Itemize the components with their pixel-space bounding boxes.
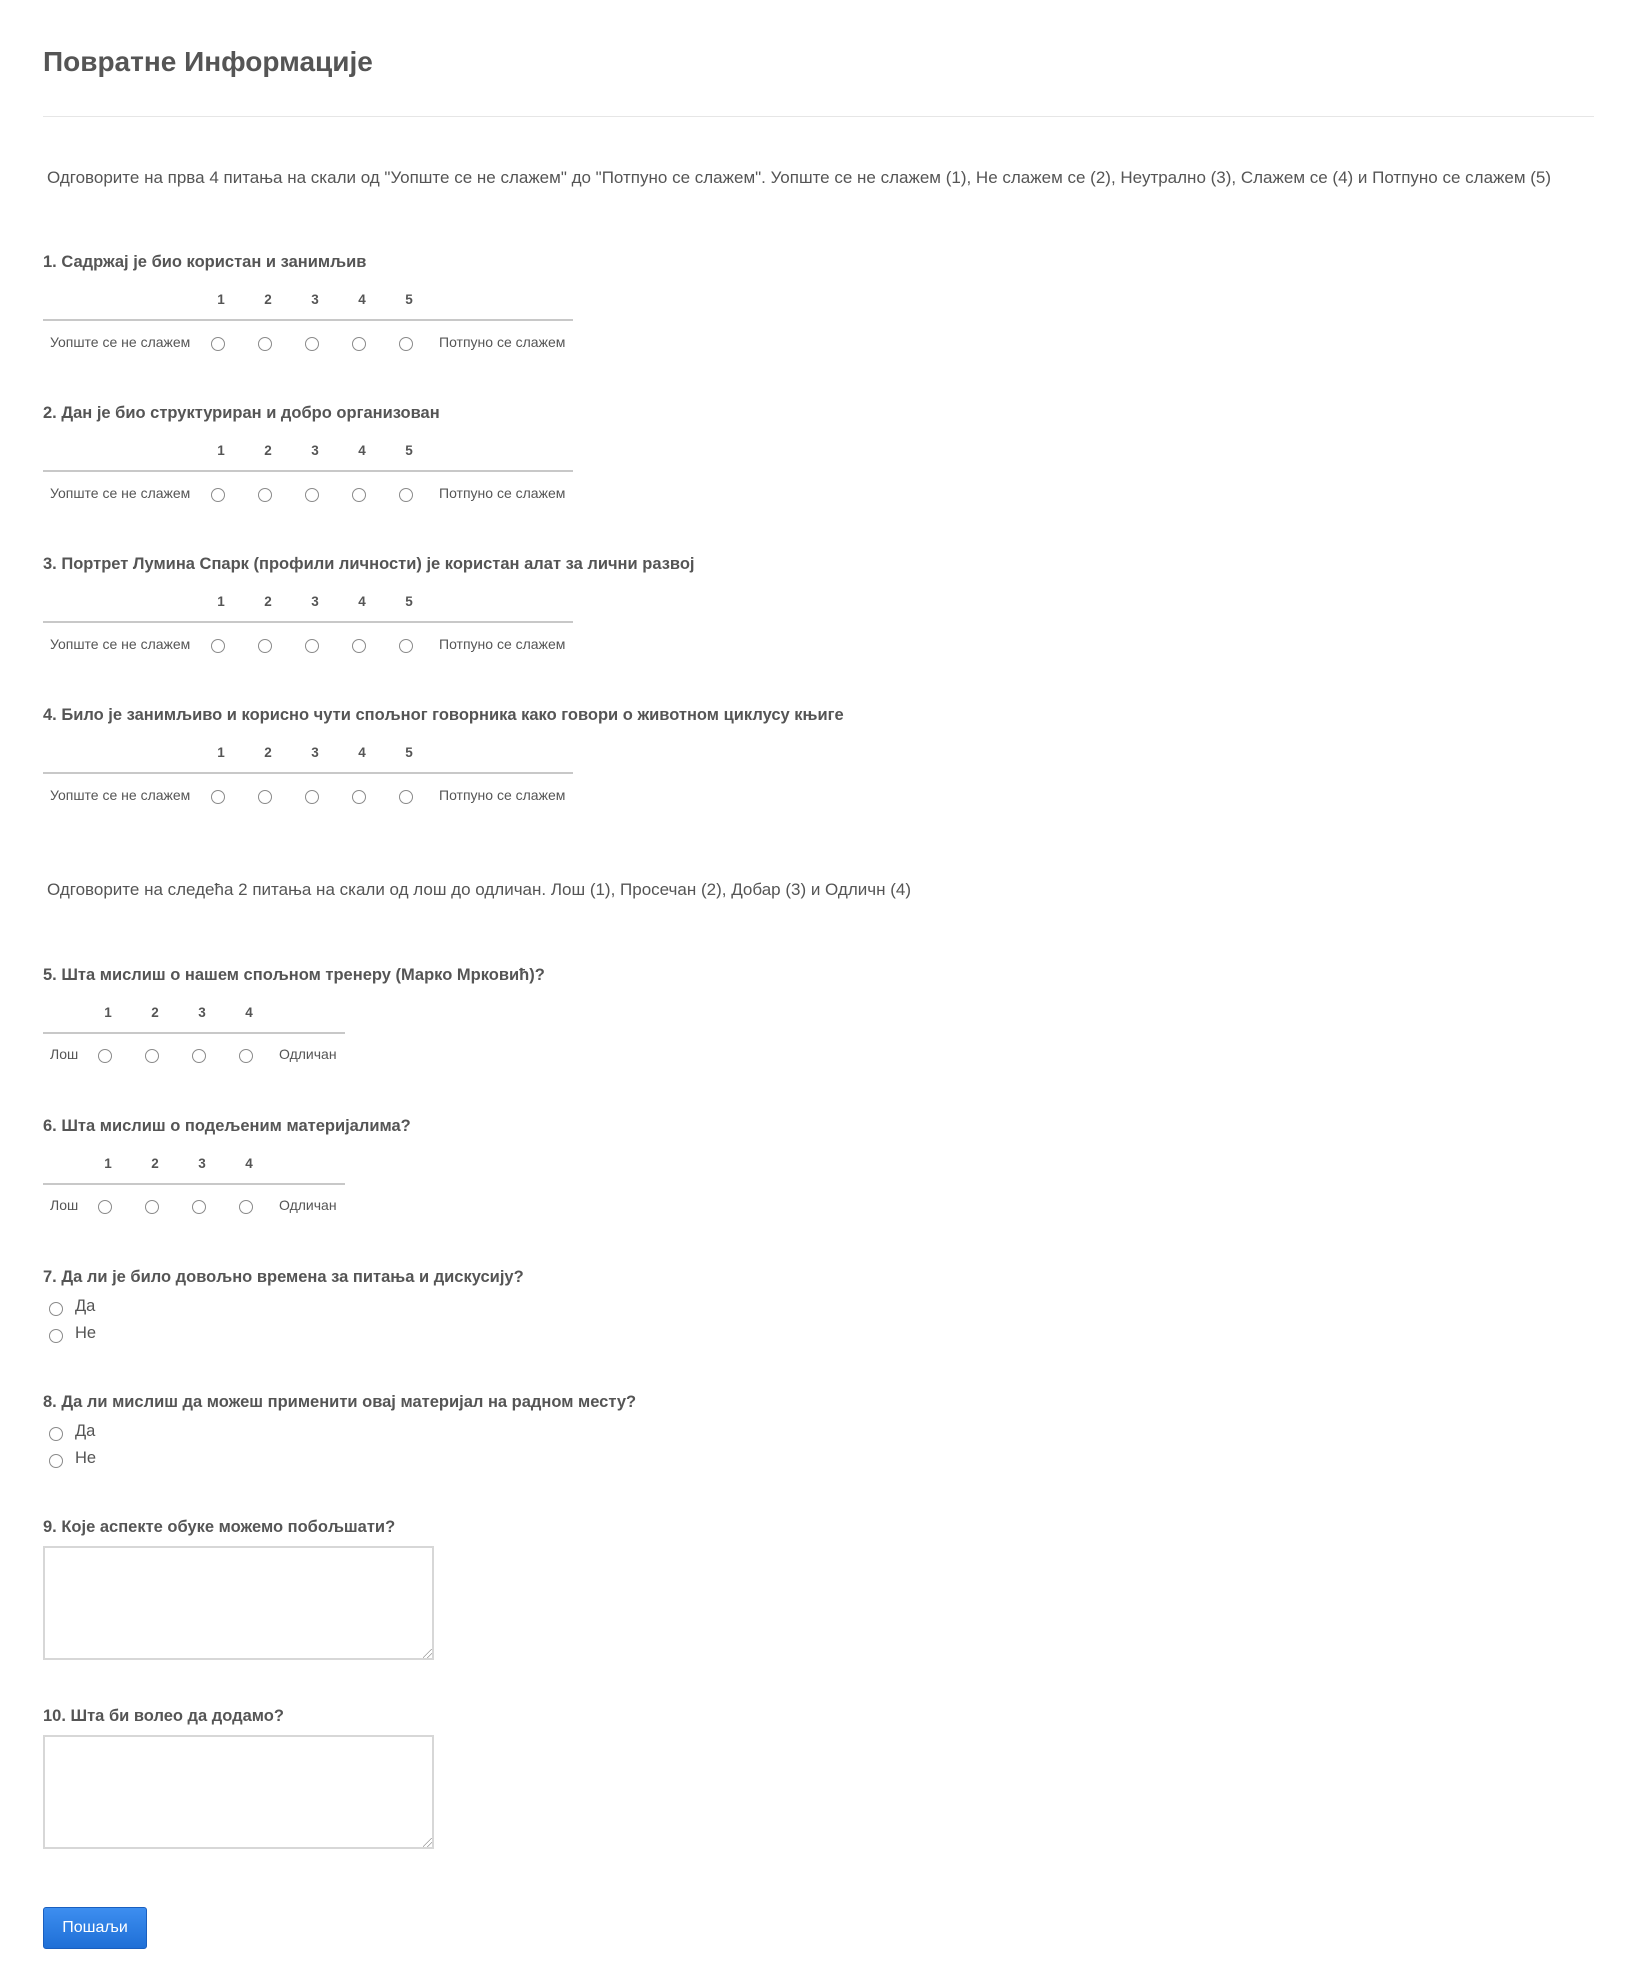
scale-number: 2 <box>264 292 272 307</box>
question-6-radio-1[interactable] <box>98 1200 112 1214</box>
question-4-radio-1[interactable] <box>211 790 225 804</box>
question-1-radio-3[interactable] <box>305 337 319 351</box>
scale-number: 3 <box>311 594 319 609</box>
question-5-radio-4[interactable] <box>239 1049 253 1063</box>
question-4-radio-4[interactable] <box>352 790 366 804</box>
question-5-radio-2[interactable] <box>145 1049 159 1063</box>
question-5-radio-1[interactable] <box>98 1049 112 1063</box>
scale-right-label: Потпуно се слажем <box>439 334 566 350</box>
scale-number: 5 <box>405 594 413 609</box>
scale-number: 2 <box>151 1156 159 1171</box>
scale-number: 5 <box>405 292 413 307</box>
question-3-radio-5[interactable] <box>399 639 413 653</box>
question-10-textarea[interactable] <box>43 1735 434 1849</box>
question-8-radio-yes[interactable] <box>49 1427 63 1441</box>
scale-divider <box>43 1183 345 1185</box>
question-3-label: 3. Портрет Лумина Спарк (профили личности) је користан алат за лични развој <box>43 555 695 573</box>
question-3-radio-4[interactable] <box>352 639 366 653</box>
scale-number: 3 <box>311 443 319 458</box>
question-5-radio-3[interactable] <box>192 1049 206 1063</box>
question-5-label: 5. Шта мислиш о нашем спољном тренеру (Марко Мрковић)? <box>43 966 545 984</box>
question-7-radio-yes[interactable] <box>49 1302 63 1316</box>
scale-number: 4 <box>245 1156 253 1171</box>
question-4-radio-2[interactable] <box>258 790 272 804</box>
scale-number: 1 <box>217 443 225 458</box>
question-9-label: 9. Које аспекте обуке можемо побољшати? <box>43 1518 396 1536</box>
question-4-label: 4. Било је занимљиво и корисно чути спољног говорника како говори о животном циклусу књиге <box>43 706 844 724</box>
question-1-radio-1[interactable] <box>211 337 225 351</box>
question-7-option-no[interactable]: Не <box>75 1324 97 1342</box>
question-8-radio-no[interactable] <box>49 1454 63 1468</box>
scale-divider <box>43 621 573 623</box>
question-2-radio-4[interactable] <box>352 488 366 502</box>
scale-left-label: Лош <box>50 1197 79 1213</box>
question-2-radio-5[interactable] <box>399 488 413 502</box>
question-7-label: 7. Да ли је било довољно времена за питања и дискусију? <box>43 1268 524 1286</box>
title-divider <box>43 116 1594 117</box>
scale-left-label: Лош <box>50 1046 79 1062</box>
question-3-radio-3[interactable] <box>305 639 319 653</box>
question-1-label: 1. Садржај је био користан и занимљив <box>43 253 367 271</box>
question-1-radio-2[interactable] <box>258 337 272 351</box>
question-6-radio-2[interactable] <box>145 1200 159 1214</box>
scale-left-label: Уопште се не слажем <box>50 334 191 350</box>
resize-handle-icon[interactable] <box>423 1838 432 1847</box>
scale-right-label: Одличан <box>279 1046 337 1062</box>
question-7-radio-no[interactable] <box>49 1329 63 1343</box>
question-3-radio-1[interactable] <box>211 639 225 653</box>
question-4-radio-5[interactable] <box>399 790 413 804</box>
intro-quality-scale: Одговорите на следећа 2 питања на скали од лош до одличан. Лош (1), Просечан (2), Добар (3) и Одличн (4) <box>47 880 911 899</box>
scale-number: 5 <box>405 745 413 760</box>
question-8-label: 8. Да ли мислиш да можеш применити овај материјал на радном месту? <box>43 1393 637 1411</box>
scale-right-label: Потпуно се слажем <box>439 787 566 803</box>
scale-number: 3 <box>311 292 319 307</box>
question-6-radio-4[interactable] <box>239 1200 253 1214</box>
scale-number: 2 <box>151 1005 159 1020</box>
question-8-option-no[interactable]: Не <box>75 1449 97 1467</box>
question-2-radio-1[interactable] <box>211 488 225 502</box>
scale-number: 1 <box>104 1156 112 1171</box>
scale-number: 2 <box>264 745 272 760</box>
question-2-label: 2. Дан је био структуриран и добро организован <box>43 404 440 422</box>
scale-right-label: Потпуно се слажем <box>439 485 566 501</box>
scale-right-label: Потпуно се слажем <box>439 636 566 652</box>
question-7-option-yes[interactable]: Да <box>75 1297 96 1315</box>
submit-button[interactable]: Пошаљи <box>43 1907 147 1949</box>
scale-number: 1 <box>217 292 225 307</box>
scale-divider <box>43 1032 345 1034</box>
question-8-option-yes[interactable]: Да <box>75 1422 96 1440</box>
scale-number: 4 <box>245 1005 253 1020</box>
intro-agree-scale: Одговорите на прва 4 питања на скали од "Уопште се не слажем" до "Потпуно се слажем". Уопште се не слажем (1), Не слажем се (2), Неутрално (3), Слажем се (4) и Потпуно се слажем (5) <box>47 168 1552 187</box>
scale-number: 1 <box>217 594 225 609</box>
question-9-textarea[interactable] <box>43 1546 434 1660</box>
scale-number: 4 <box>358 745 366 760</box>
scale-number: 2 <box>264 443 272 458</box>
scale-number: 2 <box>264 594 272 609</box>
question-6-label: 6. Шта мислиш о подељеним материјалима? <box>43 1117 411 1135</box>
scale-number: 4 <box>358 292 366 307</box>
page-title: Повратне Информације <box>43 46 373 77</box>
scale-divider <box>43 470 573 472</box>
scale-divider <box>43 319 573 321</box>
question-3-radio-2[interactable] <box>258 639 272 653</box>
question-2-radio-3[interactable] <box>305 488 319 502</box>
question-10-label: 10. Шта би волео да додамо? <box>43 1707 284 1725</box>
question-1-radio-5[interactable] <box>399 337 413 351</box>
scale-number: 3 <box>198 1005 206 1020</box>
scale-left-label: Уопште се не слажем <box>50 787 191 803</box>
scale-number: 4 <box>358 594 366 609</box>
scale-number: 1 <box>217 745 225 760</box>
scale-divider <box>43 772 573 774</box>
scale-number: 5 <box>405 443 413 458</box>
scale-number: 4 <box>358 443 366 458</box>
question-2-radio-2[interactable] <box>258 488 272 502</box>
scale-number: 1 <box>104 1005 112 1020</box>
scale-number: 3 <box>311 745 319 760</box>
scale-number: 3 <box>198 1156 206 1171</box>
question-1-radio-4[interactable] <box>352 337 366 351</box>
scale-right-label: Одличан <box>279 1197 337 1213</box>
scale-left-label: Уопште се не слажем <box>50 485 191 501</box>
question-4-radio-3[interactable] <box>305 790 319 804</box>
scale-left-label: Уопште се не слажем <box>50 636 191 652</box>
resize-handle-icon[interactable] <box>423 1649 432 1658</box>
question-6-radio-3[interactable] <box>192 1200 206 1214</box>
